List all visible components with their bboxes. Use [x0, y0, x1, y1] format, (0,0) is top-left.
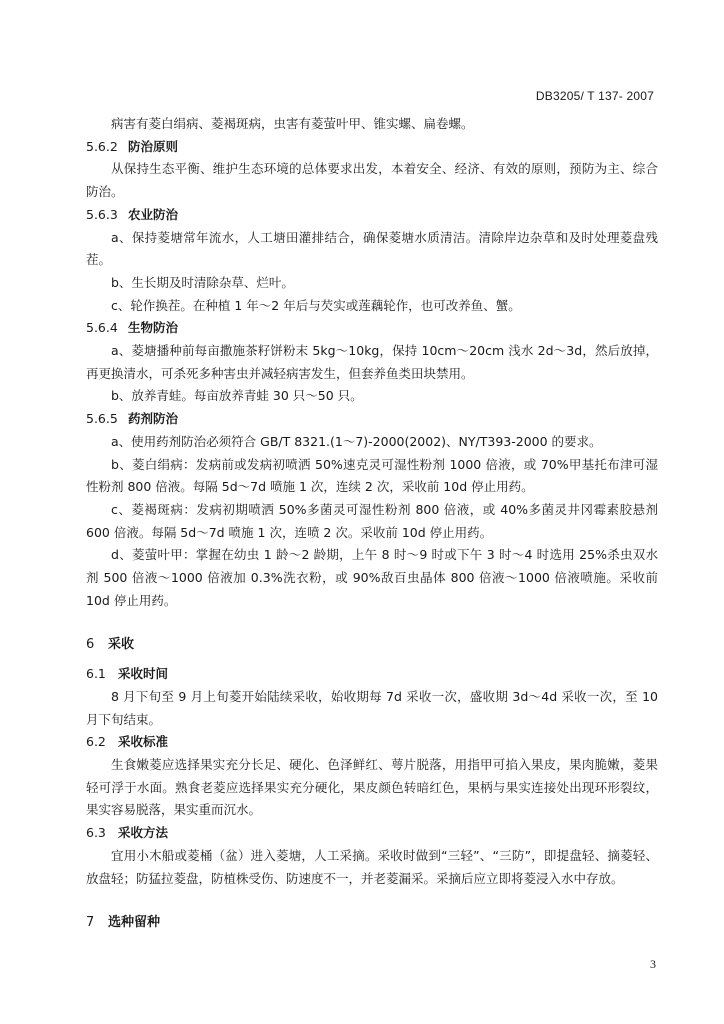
- standard-code: DB3205/ T 137- 2007: [535, 89, 654, 103]
- chapter-number: 7: [86, 915, 95, 931]
- list-item: a、使用药剂防治必须符合 GB/T 8321.(1～7)-2000(2002)、NY/T393-2000 的要求。: [111, 433, 602, 449]
- section-6-3-heading: [86, 822, 658, 845]
- paragraph: 8 月下旬至 9 月上旬菱开始陆续采收，始收期每 7d 采收一次，盛收期 3d～4d 采收一次，至 10 月下旬结束。: [86, 688, 658, 727]
- list-item: b、菱白绢病：发病前或发病初喷洒 50%速克灵可湿性粉剂 1000 倍液，或 70%甲基托布津可湿性粉剂 800 倍液。每隔 5d～7d 喷施 1 次，连续 2 次，采收前 10d 停止用药。: [86, 456, 658, 495]
- section-number: 5.6.5: [86, 411, 118, 427]
- section-number: 6.1: [86, 666, 106, 682]
- chapter-title: 选种留种: [108, 915, 161, 931]
- chapter-title: 采收: [108, 637, 135, 653]
- section-number: 5.6.2: [86, 138, 118, 154]
- section-5-6-5-heading: [86, 408, 658, 431]
- list-item: d、菱萤叶甲：掌握在幼虫 1 龄～2 龄期，上午 8 时～9 时或下午 3 时～4 时选用 25%杀虫双水剂 500 倍液～1000 倍液加 0.3%洗衣粉，或 90%敌百虫晶体 800 倍液～1000 倍液喷施。采收前 10d 停止用药。: [86, 547, 658, 608]
- section-5-6-2-heading: [86, 136, 658, 159]
- section-5-6-4-heading: [86, 317, 658, 340]
- chapter-6-heading: [86, 634, 658, 657]
- chapter-7-heading: [86, 912, 658, 935]
- section-title: 防治原则: [128, 138, 179, 154]
- list-item: b、放养青蛙。每亩放养青蛙 30 只～50 只。: [111, 388, 363, 404]
- section-title: 采收方法: [118, 825, 169, 841]
- section-number: 6.2: [86, 734, 106, 750]
- section-title: 采收时间: [118, 666, 169, 682]
- section-6-2-heading: [86, 731, 658, 754]
- paragraph-disease-list: 病害有菱白绢病、菱褐斑病，虫害有菱萤叶甲、锥实螺、扁卷螺。: [111, 116, 474, 131]
- section-title: 生物防治: [128, 320, 179, 336]
- paragraph: 生食嫩菱应选择果实充分长足、硬化、色泽鲜红、萼片脱落，用指甲可掐入果皮，果肉脆嫩，菱果轻可浮于水面。熟食老菱应选择果实充分硬化，果皮颜色转暗红色，果柄与果实连接处出现环形裂纹，果实容易脱落，果实重而沉水。: [86, 756, 658, 818]
- paragraph: 从保持生态平衡、维护生态环境的总体要求出发，本着安全、经济、有效的原则，预防为主、综合防治。: [86, 161, 658, 200]
- page-number: 3: [650, 957, 656, 971]
- chapter-number: 6: [86, 637, 95, 653]
- list-item: a、保持菱塘常年流水，人工塘田灌排结合，确保菱塘水质清洁。清除岸边杂草和及时处理菱盘残茬。: [86, 229, 658, 268]
- section-number: 5.6.4: [86, 320, 118, 336]
- section-number: 5.6.3: [86, 206, 118, 222]
- section-number: 6.3: [86, 825, 106, 841]
- section-6-1-heading: [86, 663, 658, 686]
- section-title: 药剂防治: [128, 411, 179, 427]
- list-item: c、轮作换茬。在种植 1 年～2 年后与芡实或莲藕轮作，也可改养鱼、蟹。: [111, 297, 521, 313]
- list-item: b、生长期及时清除杂草、烂叶。: [111, 274, 294, 290]
- list-item: a、菱塘播种前每亩撒施茶籽饼粉末 5kg～10kg，保持 10cm～20cm 浅水 2d～3d，然后放掉，再更换清水，可杀死多种害虫并减轻病害发生，但套养鱼类田块禁用。: [86, 343, 658, 381]
- section-5-6-3-heading: [86, 204, 658, 227]
- list-item: c、菱褐斑病：发病初期喷洒 50%多菌灵可湿性粉剂 800 倍液，或 40%多菌灵井冈霉素胶悬剂 600 倍液。每隔 5d～7d 喷施 1 次，连喷 2 次。采收前 10d 停止用药。: [86, 501, 658, 540]
- section-title: 采收标准: [118, 734, 169, 750]
- document-body: [86, 113, 658, 935]
- section-title: 农业防治: [128, 206, 179, 222]
- paragraph: 宜用小木船或菱桶（盆）进入菱塘，人工采摘。采收时做到“三轻”、“三防”，即提盘轻、摘菱轻、放盘轻；防猛拉菱盘，防植株受伤、防速度不一，并老菱漏采。采摘后应立即将菱浸入水中存放。: [86, 847, 658, 886]
